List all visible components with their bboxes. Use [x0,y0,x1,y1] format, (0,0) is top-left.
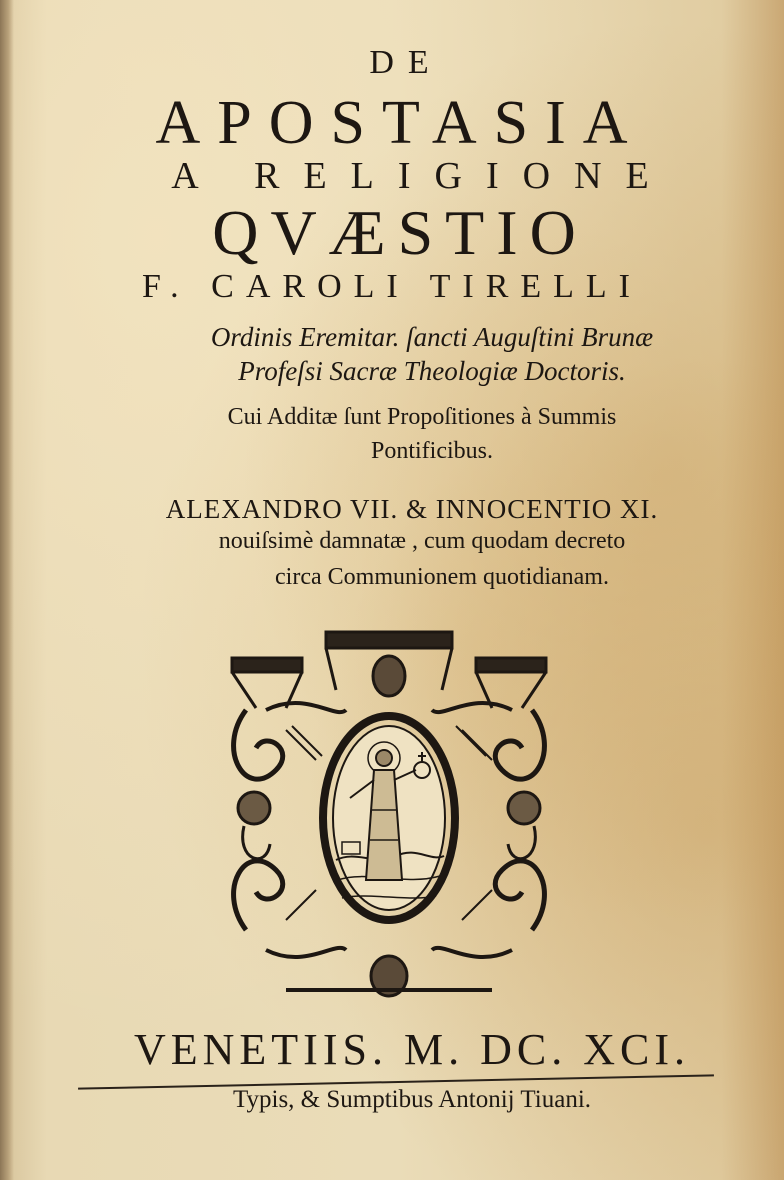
author-order: Ordinis Eremitar. ſancti Auguſtini Brunæ [210,322,654,352]
subtitle-pontificibus: Pontificibus. [370,438,493,464]
imprint-place-date: VENETIIS. M. DC. XCI. [134,1025,690,1074]
title-phrase-a-religione: A RELIGIONE [171,155,673,197]
title-word-apostasia: APOSTASIA [155,89,645,157]
imprint-printer: Typis, & Sumptibus Antonij Tiuani. [232,1086,592,1113]
subtitle-additae: Cui Additæ ſunt Propoſitiones à Summis [227,404,617,430]
subtitle-nouissime: nouiſsimè damnatæ , cum quodam decreto [218,528,626,554]
author-name: F. CAROLI TIRELLI [141,268,643,305]
title-word-quaestio: QVÆSTIO [212,197,588,268]
author-degree: Profeſsi Sacræ Theologiæ Doctoris. [238,356,626,386]
subtitle-circa: circa Communionem quotidianam. [275,564,609,590]
title-word-de: DE [369,44,443,81]
woodcut-printer-device-figure-icon [226,630,552,1004]
subtitle-popes: ALEXANDRO VII. & INNOCENTIO XI. [165,494,659,524]
